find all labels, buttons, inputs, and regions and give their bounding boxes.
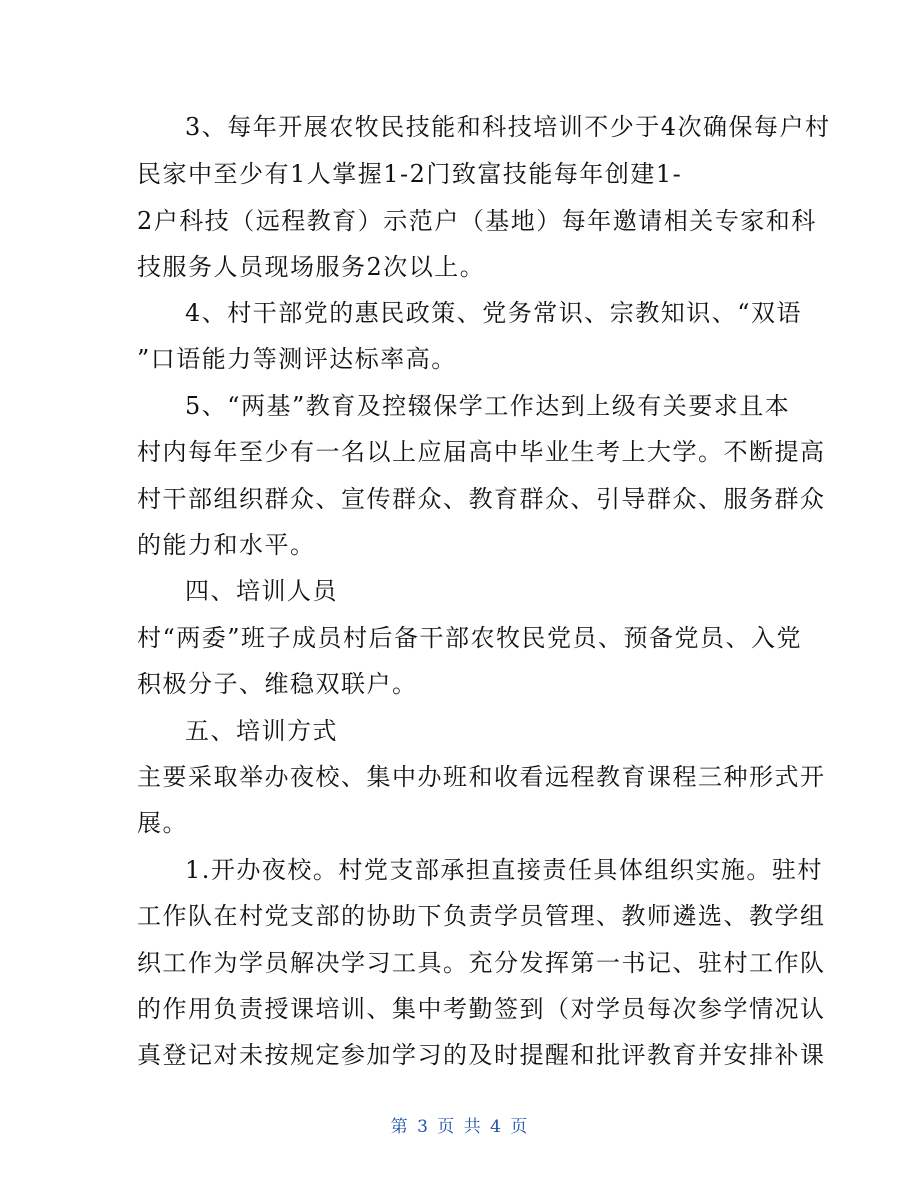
paragraph-line: 织工作为学员解决学习工具。充分发挥第一书记、驻村工作队 — [137, 949, 826, 977]
paragraph-line: 真登记对未按规定参加学习的及时提醒和批评教育并安排补课 — [137, 1041, 826, 1069]
paragraph-line: 的能力和水平。 — [137, 531, 316, 559]
paragraph-line: 展。 — [137, 809, 188, 837]
paragraph-line: 村内每年至少有一名以上应届高中毕业生考上大学。不断提高 — [137, 438, 826, 466]
paragraph-line: 村干部组织群众、宣传群众、教育群众、引导群众、服务群众 — [137, 485, 826, 513]
paragraph-line: 3、每年开展农牧民技能和科技培训不少于4次确保每户村 — [185, 113, 831, 141]
paragraph-line: 技服务人员现场服务2次以上。 — [137, 253, 486, 281]
paragraph-line: 民家中至少有1人掌握1-2门致富技能每年创建1- — [137, 160, 683, 188]
paragraph-line: 2户科技（远程教育）示范户（基地）每年邀请相关专家和科 — [137, 207, 817, 235]
paragraph-line: 4、村干部党的惠民政策、党务常识、宗教知识、“双语 — [185, 299, 803, 327]
paragraph-line: 主要采取举办夜校、集中办班和收看远程教育课程三种形式开 — [137, 763, 826, 791]
paragraph-line: 村“两委”班子成员村后备干部农牧民党员、预备党员、入党 — [137, 624, 803, 652]
section-heading: 五、培训方式 — [185, 717, 338, 745]
paragraph-line: 的作用负责授课培训、集中考勤签到（对学员每次参学情况认 — [137, 995, 826, 1023]
paragraph-line: 工作队在村党支部的协助下负责学员管理、教师遴选、教学组 — [137, 902, 826, 930]
paragraph-line: ”口语能力等测评达标率高。 — [137, 345, 457, 373]
section-heading: 四、培训人员 — [185, 577, 338, 605]
paragraph-line: 1.开办夜校。村党支部承担直接责任具体组织实施。驻村 — [185, 856, 823, 884]
page-number-footer: 第 3 页 共 4 页 — [390, 1117, 530, 1137]
paragraph-line: 积极分子、维稳双联户。 — [137, 670, 418, 698]
paragraph-line: 5、“两基”教育及控辍保学工作达到上级有关要求且本 — [185, 392, 791, 420]
